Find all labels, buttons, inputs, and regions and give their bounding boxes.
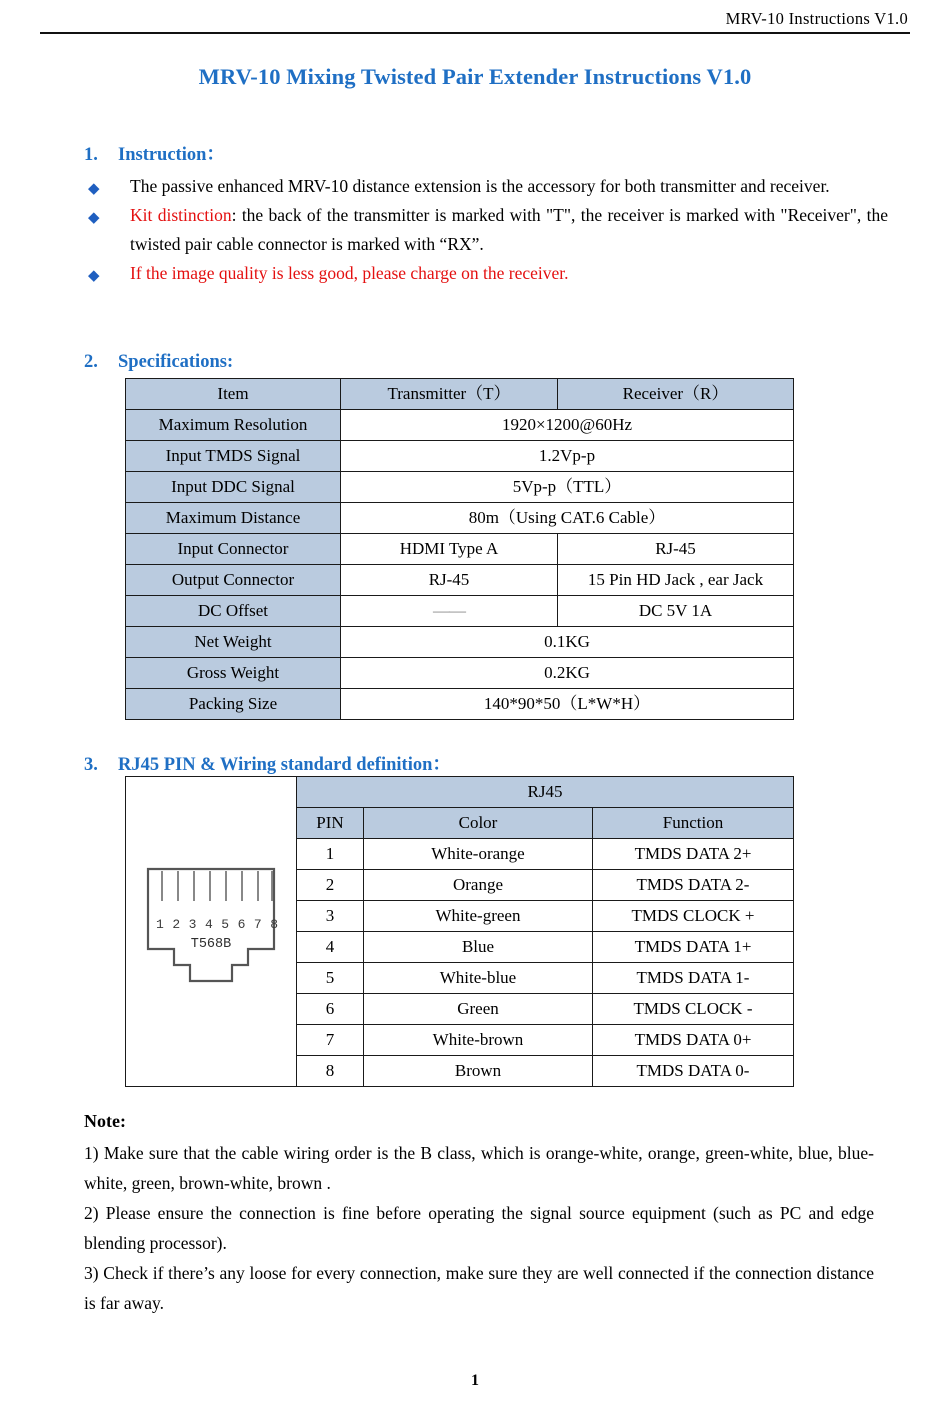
- table-row: [126, 503, 794, 534]
- rj45-connector-icon: [136, 857, 286, 1007]
- spec-item-label: Packing Size: [126, 689, 341, 720]
- rj45-table-wrapper: [125, 776, 794, 1087]
- section-title-rj45: RJ45 PIN & Wiring standard definition：: [118, 755, 451, 775]
- pin-label: 7: [253, 916, 262, 932]
- spec-value-receiver: 15 Pin HD Jack , ear Jack: [558, 565, 794, 596]
- rj45-wire-color: White-orange: [364, 839, 593, 870]
- rj45-pin-function: TMDS CLOCK -: [593, 994, 794, 1025]
- document-running-header: [40, 8, 910, 38]
- diamond-bullet-icon: ◆: [88, 210, 100, 226]
- spec-item-label: Gross Weight: [126, 658, 341, 689]
- page-footer: [0, 1372, 950, 1390]
- table-row: [126, 534, 794, 565]
- spec-value-shared: 1.2Vp-p: [341, 441, 794, 472]
- column-header-item: Item: [126, 379, 341, 410]
- specifications-table: [125, 378, 794, 720]
- rj45-wire-color: White-blue: [364, 963, 593, 994]
- spec-item-label: Output Connector: [126, 565, 341, 596]
- instruction-bullet-list: [0, 172, 950, 288]
- spec-item-label: DC Offset: [126, 596, 341, 627]
- spec-value-shared: 80m（Using CAT.6 Cable）: [341, 503, 794, 534]
- rj45-pin-number: 6: [297, 994, 364, 1025]
- rj45-pinout-table: [125, 776, 794, 1087]
- column-header-function: Function: [593, 808, 794, 839]
- spec-value-transmitter: HDMI Type A: [341, 534, 558, 565]
- pin-label: 6: [237, 916, 246, 932]
- pin-label: 1: [156, 916, 164, 932]
- rj45-wire-color: White-brown: [364, 1025, 593, 1056]
- list-item: [0, 259, 950, 288]
- document-body: [0, 140, 950, 288]
- rj45-pin-number: 5: [297, 963, 364, 994]
- spec-value-shared: 5Vp-p（TTL）: [341, 472, 794, 503]
- spec-item-label: Input Connector: [126, 534, 341, 565]
- table-row: [126, 441, 794, 472]
- spec-item-label: Input TMDS Signal: [126, 441, 341, 472]
- spec-value-receiver: DC 5V 1A: [558, 596, 794, 627]
- pin-label: 4: [204, 916, 213, 932]
- note-item: 3) Check if there’s any loose for every connection, make sure they are well connected if the connection distance is far away.: [84, 1263, 874, 1313]
- spec-value-receiver: RJ-45: [558, 534, 794, 565]
- rj45-wire-color: Orange: [364, 870, 593, 901]
- spec-value-transmitter-empty-dash: ——: [341, 596, 558, 627]
- rj45-table-title: RJ45: [297, 777, 794, 808]
- column-header-color: Color: [364, 808, 593, 839]
- rj45-title-row: [126, 777, 794, 808]
- connector-standard-label: T568B: [190, 936, 232, 952]
- table-row: [126, 472, 794, 503]
- column-header-receiver: Receiver（R）: [558, 379, 794, 410]
- spec-value-shared: 1920×1200@60Hz: [341, 410, 794, 441]
- column-header-pin: PIN: [297, 808, 364, 839]
- note-item: 1) Make sure that the cable wiring order is the B class, which is orange-white, orange, green-white, blue, blue-white, green, brown-white, brown .: [84, 1143, 874, 1193]
- table-row: [126, 565, 794, 596]
- list-item: [0, 172, 950, 201]
- diamond-bullet-icon: ◆: [88, 181, 100, 197]
- spec-value-shared: 0.1KG: [341, 627, 794, 658]
- note-item: 2) Please ensure the connection is fine before operating the signal source equipment (such as PC and edge blending processor).: [84, 1203, 874, 1253]
- rj45-pin-function: TMDS DATA 1-: [593, 963, 794, 994]
- spec-item-label: Input DDC Signal: [126, 472, 341, 503]
- pin-label: 8: [270, 916, 278, 932]
- page-title: MRV-10 Mixing Twisted Pair Extender Instructions V1.0: [198, 64, 752, 89]
- bullet-text: The passive enhanced MRV-10 distance extension is the accessory for both transmitter and receiver.: [130, 176, 830, 196]
- notes-block: [84, 1106, 874, 1318]
- spec-value-transmitter: RJ-45: [341, 565, 558, 596]
- connector-pin-contacts: [162, 871, 272, 901]
- connector-body-outline: [148, 869, 274, 981]
- section-number-1: 1.: [84, 145, 98, 165]
- table-row: [126, 658, 794, 689]
- notes-title: Note:: [84, 1111, 126, 1131]
- spec-value-shared: 0.2KG: [341, 658, 794, 689]
- spec-item-label: Maximum Resolution: [126, 410, 341, 441]
- spec-item-label: Net Weight: [126, 627, 341, 658]
- rj45-pin-number: 4: [297, 932, 364, 963]
- rj45-pin-function: TMDS DATA 0+: [593, 1025, 794, 1056]
- section-number-2: 2.: [84, 352, 98, 372]
- diamond-bullet-icon: ◆: [88, 268, 100, 284]
- pin-label: 2: [172, 916, 181, 932]
- section-heading-instruction: [0, 140, 950, 166]
- section-number-3: 3.: [84, 755, 98, 775]
- rj45-wire-color: Brown: [364, 1056, 593, 1087]
- rj45-wire-color: Blue: [364, 932, 593, 963]
- table-header-row: [126, 379, 794, 410]
- table-row: [126, 627, 794, 658]
- spec-item-label: Maximum Distance: [126, 503, 341, 534]
- bullet-text: : the back of the transmitter is marked with "T", the receiver is marked with "Receiver", the twisted pair cable connector is marked with “RX”.: [130, 205, 889, 254]
- rj45-pin-function: TMDS DATA 2-: [593, 870, 794, 901]
- page-number: 1: [471, 1372, 479, 1389]
- rj45-pin-number: 3: [297, 901, 364, 932]
- bullet-lead-emphasis: Kit distinction: [130, 205, 232, 225]
- rj45-wire-color: White-green: [364, 901, 593, 932]
- table-row: [126, 410, 794, 441]
- pin-label: 3: [188, 916, 197, 932]
- specifications-table-wrapper: [125, 378, 794, 720]
- rj45-pin-function: TMDS DATA 2+: [593, 839, 794, 870]
- table-row: [126, 689, 794, 720]
- list-item: [0, 201, 950, 259]
- section-title-instruction: Instruction：: [118, 145, 225, 165]
- rj45-connector-illustration: [130, 777, 292, 1086]
- rj45-pin-function: TMDS DATA 0-: [593, 1056, 794, 1087]
- spec-value-shared: 140*90*50（L*W*H）: [341, 689, 794, 720]
- rj45-pin-function: TMDS DATA 1+: [593, 932, 794, 963]
- column-header-transmitter: Transmitter（T）: [341, 379, 558, 410]
- rj45-connector-diagram-cell: [126, 777, 297, 1087]
- header-divider-rule: [40, 32, 910, 34]
- section-heading-rj45: [0, 750, 451, 776]
- section-title-specifications: Specifications:: [118, 352, 234, 372]
- rj45-wire-color: Green: [364, 994, 593, 1025]
- rj45-pin-function: TMDS CLOCK +: [593, 901, 794, 932]
- rj45-pin-number: 1: [297, 839, 364, 870]
- rj45-pin-number: 7: [297, 1025, 364, 1056]
- rj45-pin-number: 8: [297, 1056, 364, 1087]
- table-row: [126, 596, 794, 627]
- section-heading-specifications: [0, 352, 233, 373]
- running-header-title: MRV-10 Instructions V1.0: [725, 9, 908, 28]
- pin-label: 5: [221, 916, 230, 932]
- rj45-pin-number: 2: [297, 870, 364, 901]
- bullet-text: If the image quality is less good, please charge on the receiver.: [130, 263, 569, 283]
